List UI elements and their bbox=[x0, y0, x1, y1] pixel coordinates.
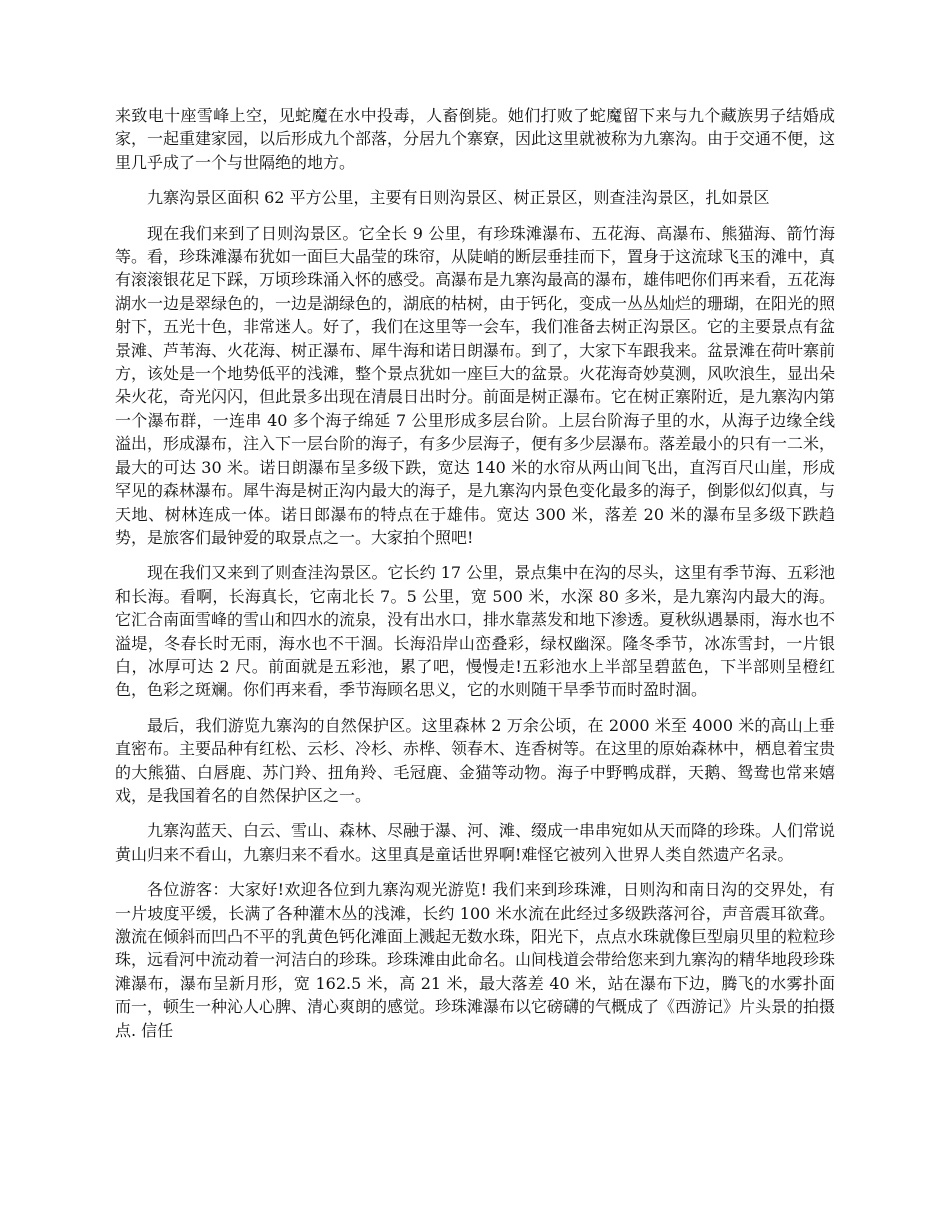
document-body bbox=[115, 104, 835, 1054]
paragraph-zechawa-valley: 现在我们又来到了则查洼沟景区。它长约 17 公里，景点集中在沟的尽头，这里有季节海、五彩池和长海。看啊，长海真长，它南北长 7。5 公里，宽 500 米，水深 80 多米，是九寨沟内最大的海。它汇合南面雪峰的雪山和四水的流泉，没有出水口，排水靠蒸发和地下渗透。夏秋纵遇暴雨，海水也不溢堤，冬春长时无雨，海水也不干涸。长海沿岸山峦叠彩，绿权幽深。隆冬季节，冰冻雪封，一片银白，冰厚可达 2 尺。前面就是五彩池，累了吧，慢慢走!五彩池水上半部呈碧蓝色，下半部则呈橙红色，色彩之斑斓。你们再来看，季节海顾名思义，它的水则随干旱季节而时盈时涸。 bbox=[115, 563, 836, 700]
paragraph-summary: 九寨沟蓝天、白云、雪山、森林、尽融于瀑、河、滩、缀成一串串宛如从天而降的珍珠。人们常说黄山归来不看山，九寨归来不看水。这里真是童话世界啊!难怪它被列入世界人类自然遗产名录。 bbox=[115, 821, 836, 864]
paragraph-nature-reserve: 最后，我们游览九寨沟的自然保护区。这里森林 2 万余公顷，在 2000 米至 4000 米的高山上垂直密布。主要品种有红松、云杉、冷杉、赤桦、领春木、连香树等。在这里的原始森林中，栖息着宝贵的大熊猫、白唇鹿、苏门羚、扭角羚、毛冠鹿、金猫等动物。海子中野鸭成群，天鹅、鸳鸯也常来嬉戏，是我国着名的自然保护区之一。 bbox=[115, 715, 836, 805]
paragraph-scenic-area-overview: 九寨沟景区面积 62 平方公里，主要有日则沟景区、树正景区，则查洼沟景区，扎如景区 bbox=[147, 188, 770, 208]
paragraph-pearl-shoal-welcome: 各位游客：大家好!欢迎各位到九寨沟观光游览! 我们来到珍珠滩，日则沟和南日沟的交界处，有一片坡度平缓，长满了各种灌木丛的浅滩，长约 100 米水流在此经过多级跌落河谷，声音震耳欲聋。激流在倾斜而凹凸不平的乳黄色钙化滩面上溅起无数水珠，阳光下，点点水珠就像巨型扇贝里的粒粒珍珠，远看河中流动着一河洁白的珍珠。珍珠滩由此命名。山间栈道会带给您来到九寨沟的精华地段珍珠滩瀑布，瀑布呈新月形，宽 162.5 米，高 21 米，最大落差 40 米，站在瀑布下边，腾飞的水雾扑面而一，顿生一种沁人心脾、清心爽朗的感觉。珍珠滩瀑布以它磅礴的气概成了《西游记》片头景的拍摄点. 信任 bbox=[115, 880, 836, 1040]
paragraph-rize-valley: 现在我们来到了日则沟景区。它全长 9 公里，有珍珠滩瀑布、五花海、高瀑布、熊猫海、箭竹海等。看，珍珠滩瀑布犹如一面巨大晶莹的珠帘，从陡峭的断层垂挂而下，置身于这流球飞玉的滩中，真有滚滚银花足下踩，万顷珍珠涌入怀的感受。高瀑布是九寨沟最高的瀑布，雄伟吧你们再来看，五花海湖水一边是翠绿色的，一边是湖绿色的，湖底的枯树，由于钙化，变成一丛丛灿烂的珊瑚，在阳光的照射下，五光十色，非常迷人。好了，我们在这里等一会车，我们准备去树正沟景区。它的主要景点有盆景滩、芦苇海、火花海、树正瀑布、犀牛海和诺日朗瀑布。到了，大家下车跟我来。盆景滩在荷叶寨前方，该处是一个地势低平的浅滩，整个景点犹如一座巨大的盆景。火花海奇妙莫测，风吹浪生，显出朵朵火花，奇光闪闪，但此景多出现在清晨日出时分。前面是树正瀑布。它在树正寨附近，是九寨沟内第一个瀑布群，一连串 40 多个海子绵延 7 公里形成多层台阶。上层台阶海子里的水，从海子边缘全线溢出，形成瀑布，注入下一层台阶的海子，有多少层海子，便有多少层瀑布。落差最小的只有一二米，最大的可达 30 米。诺日朗瀑布呈多级下跌，宽达 140 米的水帘从两山间飞出，直泻百尺山崖，形成罕见的森林瀑布。犀牛海是树正沟内最大的海子，是九寨沟内景色变化最多的海子，倒影似幻似真，与天地、树林连成一体。诺日郎瀑布的特点在于雄伟。宽达 300 米，落差 20 米的瀑布呈多级下跌趋势，是旅客们最钟爱的取景点之一。大家拍个照吧! bbox=[115, 223, 836, 547]
paragraph-legend-continuation: 来致电十座雪峰上空，见蛇魔在水中投毒，人畜倒毙。她们打败了蛇魔留下来与九个藏族男子结婚成家，一起重建家园，以后形成九个部落，分居九个寨寮，因此这里就被称为九寨沟。由于交通不便，这里几乎成了一个与世隔绝的地方。 bbox=[115, 106, 836, 172]
